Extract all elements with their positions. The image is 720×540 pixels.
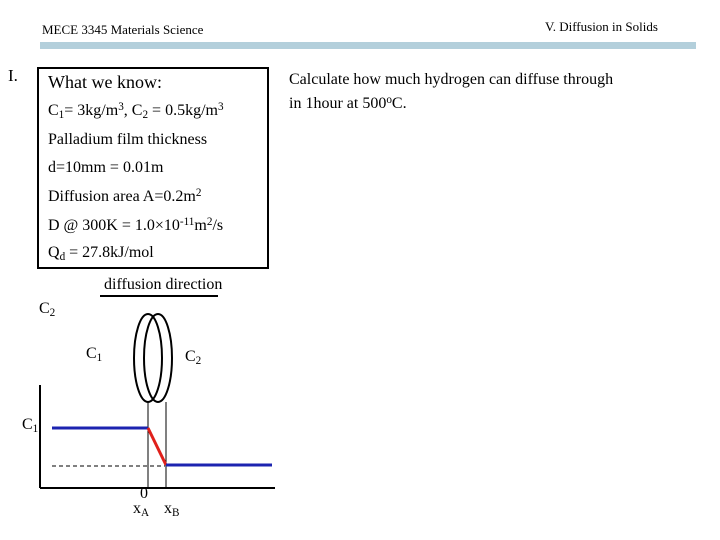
section-number: I. — [8, 66, 18, 85]
concentrations-line: $C_1= 3kg/m^3$, $C_2 = 0.5kg/m^3$ — [48, 101, 224, 121]
thickness-line: d=10mm = 0.01m — [48, 159, 164, 176]
chapter-title: V. Diffusion in Solids — [545, 19, 658, 34]
xa-label: $x_A$ — [133, 500, 150, 519]
activation-energy-line: $Q_d = 27.8kJ/mol$ — [48, 244, 154, 263]
c2-label-top: $C_2$ — [39, 300, 56, 319]
course-title: MECE 3345 Materials Science — [42, 22, 204, 37]
known-title: What we know: — [48, 72, 162, 92]
diffusion-direction-label: diffusion direction — [104, 276, 223, 293]
c1-label-axis: $C_1$ — [22, 416, 39, 435]
diffusivity-line: D @ $300K = 1.0\times 10^{-11}m^2/s$ — [48, 216, 224, 235]
film-line: Palladium film thickness — [48, 131, 208, 148]
c1-label-membrane: $C_1$ — [86, 345, 103, 364]
xb-label: $x_B$ — [164, 500, 180, 519]
c2-label-membrane: $C_2$ — [185, 348, 202, 367]
question-text: Calculate how much hydrogen can diffuse through in 1hour at 500$^o$C. — [289, 71, 614, 113]
origin-label: 0 — [140, 485, 148, 502]
gradient-line — [148, 428, 166, 465]
area-line: Diffusion area $A=0.2m^2$ — [48, 187, 202, 206]
